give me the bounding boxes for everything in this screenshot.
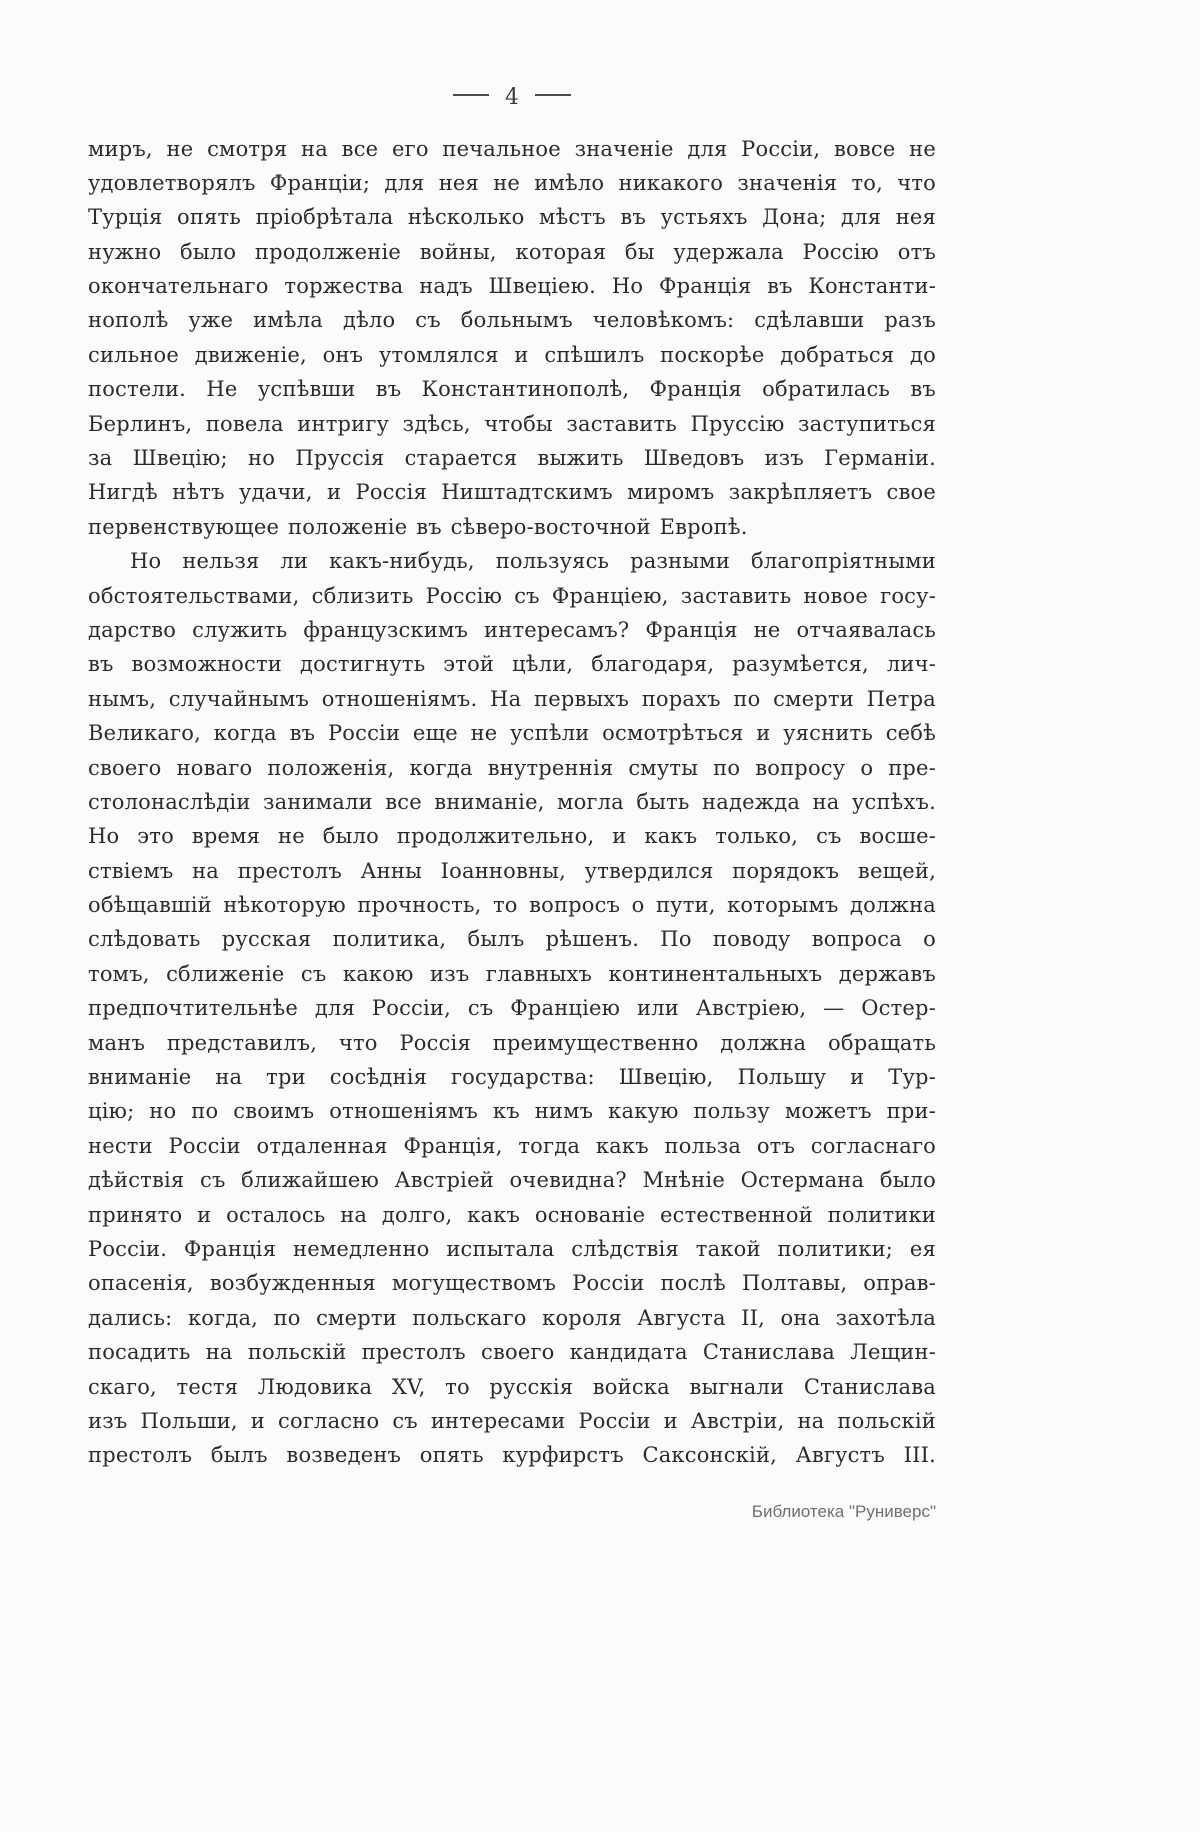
text-line: сильное движеніе, онъ утомлялся и спѣшилъ поскорѣе добраться до [88,342,936,367]
text-line: обѣщавшій нѣкоторую прочность, то вопросъ о пути, которымъ должна [88,893,936,918]
text-line: Но это время не было продолжительно, и какъ только, съ восше- [88,824,936,849]
text-line: окончательнаго торжества надъ Швеціею. Но Франція въ Константи- [88,274,936,299]
text-line: обстоятельствами, сблизить Россію съ Франціею, заставить новое госу- [88,583,936,608]
text-line: цію; но по своимъ отношеніямъ къ нимъ какую пользу можетъ при- [88,1099,936,1124]
text-line: Великаго, когда въ Россіи еще не успѣли осмотрѣться и уяснить себѣ [88,721,936,746]
text-line: первенствующее положеніе въ сѣверо-восточной Европѣ. [88,514,748,539]
text-line: постели. Не успѣвши въ Константинополѣ, Франція обратилась въ [88,377,936,402]
text-line: дѣйствія съ ближайшею Австріей очевидна? Мнѣніе Остермана было [88,1168,936,1193]
text-line: нымъ, случайнымъ отношеніямъ. На первыхъ порахъ по смерти Петра [88,686,936,711]
text-line: слѣдовать русская политика, былъ рѣшенъ. По поводу вопроса о [88,927,936,952]
text-line: Но нельзя ли какъ-нибудь, пользуясь разными благопріятными [130,549,936,574]
text-body [88,132,936,1473]
page-number: 4 [505,84,519,110]
text-line: Россіи. Франція немедленно испытала слѣдствія такой политики; ея [88,1237,936,1261]
text-line: принято и осталось на долго, какъ основаніе естественной политики [88,1202,936,1227]
text-line: изъ Польши, и согласно съ интересами Россіи и Австріи, на польскій [88,1408,936,1433]
text-line: опасенія, возбужденныя могуществомъ Россіи послѣ Полтавы, оправ- [88,1271,936,1296]
text-line: нополѣ уже имѣла дѣло съ больнымъ человѣкомъ: сдѣлавши разъ [88,308,936,333]
header-left-dash [453,94,489,96]
text-line: томъ, сближеніе съ какою изъ главныхъ континентальныхъ державъ [88,961,936,986]
text-line: своего новаго положенія, когда внутреннія смуты по вопросу о пре- [88,755,936,780]
text-line: нести Россіи отдаленная Франція, тогда какъ польза отъ согласнаго [88,1133,936,1158]
text-line: за Швецію; но Пруссія старается выжить Шведовъ изъ Германіи. [88,446,936,471]
text-line: посадить на польскій престолъ своего кандидата Станислава Лещин- [88,1340,936,1365]
library-watermark: Библиотека "Руниверс" [751,1502,936,1521]
text-line: Берлинъ, повела интригу здѣсь, чтобы заставить Пруссію заступиться [88,411,936,436]
text-line: дарство служить французскимъ интересамъ? Франція не отчаявалась [88,617,936,642]
text-line: столонаслѣдіи занимали все вниманіе, могла быть надежда на успѣхъ. [88,789,936,814]
text-line: въ возможности достигнуть этой цѣли, благодаря, разумѣется, лич- [88,652,936,677]
text-line: Турція опять пріобрѣтала нѣсколько мѣстъ въ устьяхъ Дона; для нея [88,205,936,230]
text-line: Нигдѣ нѣтъ удачи, и Россія Ништадтскимъ миромъ закрѣпляетъ свое [88,480,936,505]
text-line: предпочтительнѣе для Россіи, съ Франціею или Австріею, — Остер- [88,996,936,1021]
text-line: дались: когда, по смерти польскаго короля Августа II, она захотѣла [88,1305,936,1330]
text-line: манъ представилъ, что Россія преимущественно должна обращать [88,1030,936,1055]
text-line: удовлетворялъ Франціи; для нея не имѣло никакого значенія то, что [88,170,936,195]
header-right-dash [535,94,571,96]
book-page [88,0,936,1473]
text-line: вниманіе на три сосѣднія государства: Швецію, Польшу и Тур- [88,1065,936,1090]
text-line: престолъ былъ возведенъ опять курфирстъ Саксонскій, Августъ III. [88,1443,936,1468]
text-line: ствіемъ на престолъ Анны Іоанновны, утвердился порядокъ вещей, [88,858,936,883]
text-line: миръ, не смотря на все его печальное значеніе для Россіи, вовсе не [88,136,936,161]
text-line: нужно было продолженіе войны, которая бы удержала Россію отъ [88,239,936,264]
text-line: скаго, тестя Людовика XV, то русскія войска выгнали Станислава [88,1374,936,1399]
page-header [88,84,936,110]
